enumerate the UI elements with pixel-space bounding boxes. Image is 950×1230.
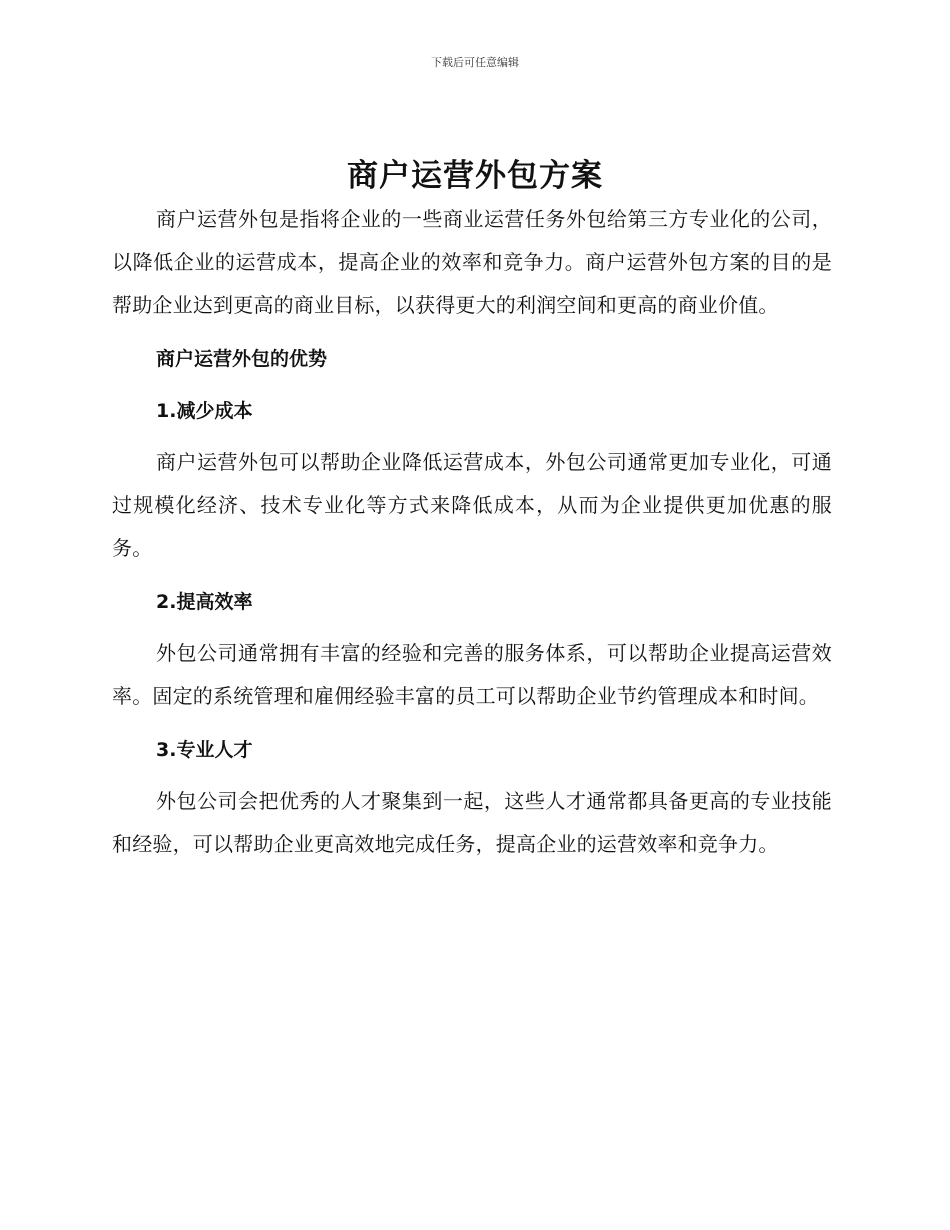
intro-paragraph: 商户运营外包是指将企业的一些商业运营任务外包给第三方专业化的公司，以降低企业的运营成本，提高企业的效率和竞争力。商户运营外包方案的目的是帮助企业达到更高的商业目标，以获得更大的利润空间和更高的商业价值。 <box>112 207 832 317</box>
header-note: 下载后可任意编辑 <box>431 56 519 69</box>
item-heading-2: 2.提高效率 <box>156 591 253 613</box>
item-heading-1: 1.减少成本 <box>156 400 253 422</box>
document-body <box>112 198 832 866</box>
document-title: 商户运营外包方案 <box>347 158 603 194</box>
item-paragraph-3: 外包公司会把优秀的人才聚集到一起，这些人才通常都具备更高的专业技能和经验，可以帮助企业更高效地完成任务，提高企业的运营效率和竞争力。 <box>112 789 832 856</box>
section-heading: 商户运营外包的优势 <box>156 348 328 370</box>
item-paragraph-1: 商户运营外包可以帮助企业降低运营成本，外包公司通常更加专业化，可通过规模化经济、技术专业化等方式来降低成本，从而为企业提供更加优惠的服务。 <box>112 450 832 560</box>
item-paragraph-2: 外包公司通常拥有丰富的经验和完善的服务体系，可以帮助企业提高运营效率。固定的系统管理和雇佣经验丰富的员工可以帮助企业节约管理成本和时间。 <box>112 641 832 708</box>
item-heading-3: 3.专业人才 <box>156 739 253 761</box>
